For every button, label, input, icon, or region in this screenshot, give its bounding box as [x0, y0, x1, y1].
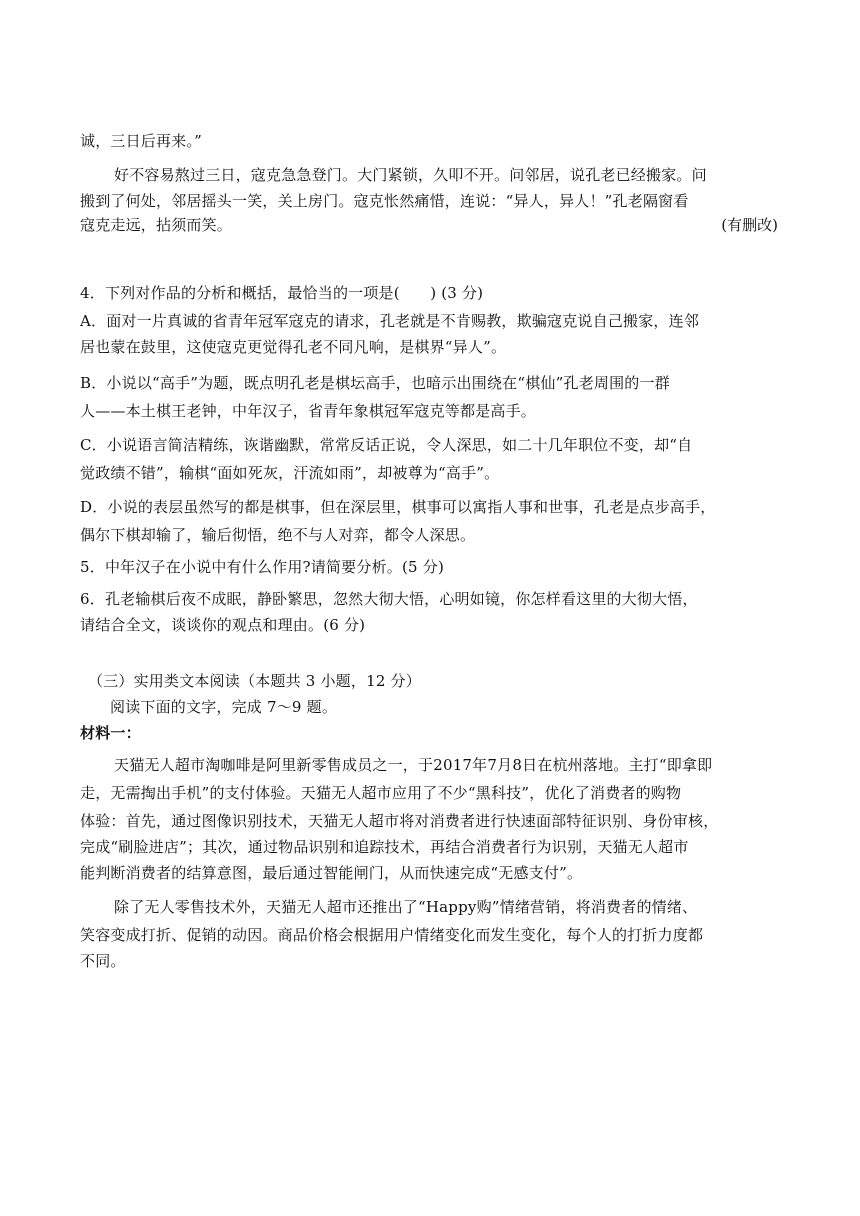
- material-line: 体验：首先，通过图像识别技术，天猫无人超市将对消费者进行快速面部特征识别、身份审核，: [80, 812, 719, 830]
- material-line: 能判断消费者的结算意图，最后通过智能闸门，从而快速完成“无感支付”。: [80, 864, 583, 882]
- option-b-line: 人——本土棋王老钟，中年汉子，省青年象棋冠军寇克等都是高手。: [80, 402, 537, 420]
- source-note: (有删改): [721, 216, 778, 234]
- question-6-line: 请结合全文，谈谈你的观点和理由。(6 分): [80, 616, 366, 634]
- material-line: 走，无需掏出手机”的支付体验。天猫无人超市应用了不少“黑科技”，优化了消费者的购物: [80, 784, 682, 802]
- option-c-line: 觉政绩不错”，输棋“面如死灰，汗流如雨”，却被尊为“高手”。: [80, 464, 500, 482]
- material-line: 不同。: [80, 952, 126, 970]
- passage-line: 搬到了何处，邻居摇头一笑，关上房门。寇克怅然痛惜，连说：“异人，异人！”孔老隔窗看: [80, 192, 689, 210]
- material-line: 笑容变成打折、促销的动因。商品价格会根据用户情绪变化而发生变化，每个人的打折力度都: [80, 926, 704, 944]
- question-5: 5．中年汉子在小说中有什么作用?请简要分析。(5 分): [80, 558, 445, 576]
- option-b-line: B．小说以“高手”为题，既点明孔老是棋坛高手，也暗示出围绕在“棋仙”孔老周围的一群: [80, 374, 670, 392]
- passage-line: 寇克走远，拈须而笑。: [80, 216, 233, 234]
- passage-line: 诚，三日后再来。”: [80, 132, 202, 150]
- option-c-line: C．小说语言简洁精练，诙谐幽默，常常反话正说，令人深思，如二十几年职位不变，却“自: [80, 436, 693, 454]
- question-6-line: 6．孔老输棋后夜不成眠，静卧繁思，忽然大彻大悟，心明如镜，你怎样看这里的大彻大悟，: [80, 590, 698, 608]
- material-line: 天猫无人超市淘咖啡是阿里新零售成员之一，于2017年7月8日在杭州落地。主打“即拿即: [114, 756, 713, 774]
- option-d-line: 偶尔下棋却输了，输后彻悟，绝不与人对弈，都令人深思。: [80, 526, 476, 544]
- option-a-line: 居也蒙在鼓里，这使寇克更觉得孔老不同凡响，是棋界“异人”。: [80, 338, 507, 356]
- passage-line: 好不容易熬过三日，寇克急急登门。大门紧锁，久叩不开。问邻居，说孔老已经搬家。问: [114, 166, 707, 184]
- section-instruction: 阅读下面的文字，完成 7～9 题。: [110, 698, 338, 716]
- material-line: 完成“刷脸进店”；其次，通过物品识别和追踪技术，再结合消费者行为识别，天猫无人超市: [80, 838, 689, 856]
- material-label: 材料一：: [80, 724, 141, 742]
- option-d-line: D．小说的表层虽然写的都是棋事，但在深层里，棋事可以寓指人事和世事，孔老是点步高手，: [80, 498, 716, 516]
- section-heading: （三）实用类文本阅读（本题共 3 小题，12 分）: [88, 672, 421, 690]
- material-line: 除了无人零售技术外，天猫无人超市还推出了“Happy购”情绪营销，将消费者的情绪、: [114, 898, 698, 916]
- option-a-line: A．面对一片真诚的省青年冠军寇克的请求，孔老就是不肯赐教，欺骗寇克说自己搬家，连邻: [80, 312, 700, 330]
- question-4: 4．下列对作品的分析和概括，最恰当的一项是( ) (3 分): [80, 284, 484, 302]
